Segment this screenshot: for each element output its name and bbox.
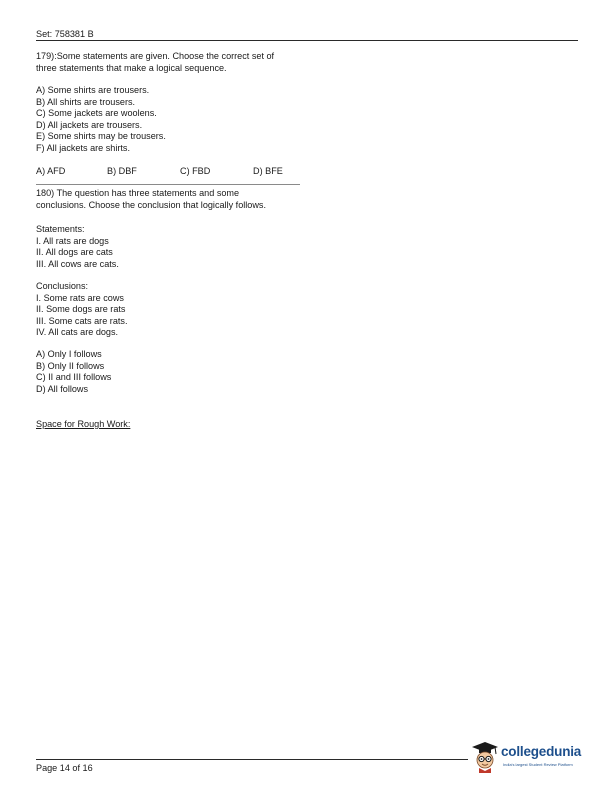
q179-statement: E) Some shirts may be trousers.	[36, 131, 166, 142]
mascot-icon	[470, 740, 500, 774]
q180-option: B) Only II follows	[36, 360, 105, 371]
page-number: Page 14 of 16	[36, 763, 93, 773]
q179-option: A) AFD	[36, 166, 66, 176]
q179-statement: B) All shirts are trousers.	[36, 96, 136, 107]
q179-option: C) FBD	[180, 166, 211, 176]
logo-text: collegedunia	[501, 744, 582, 759]
q179-options	[0, 166, 612, 178]
q180-conclusions-heading: Conclusions:	[36, 281, 89, 291]
q180-option: D) All follows	[36, 383, 89, 394]
q180-conclusions	[36, 281, 127, 339]
q179-prompt-line1: 179):Some statements are given. Choose the correct set of	[36, 51, 275, 61]
q180-option: A) Only I follows	[36, 349, 102, 359]
q179-statement: A) Some shirts are trousers.	[36, 85, 150, 95]
q180-prompt-line1: 180) The question has three statements and some	[36, 188, 240, 198]
set-label: Set: 758381 B	[36, 29, 94, 39]
q180-statement: I. All rats are dogs	[36, 235, 109, 246]
q180-conclusion: II. Some dogs are rats	[36, 304, 126, 315]
q180-statement: II. All dogs are cats	[36, 247, 113, 258]
q179-option: B) DBF	[107, 166, 137, 176]
q180-option: C) II and III follows	[36, 372, 112, 383]
q179-statement: C) Some jackets are woolens.	[36, 108, 157, 119]
q179-option: D) BFE	[253, 166, 283, 176]
rough-work-label: Space for Rough Work:	[36, 419, 131, 429]
q180-statement: III. All cows are cats.	[36, 258, 119, 269]
q179-statement: F) All jackets are shirts.	[36, 142, 130, 153]
q179-prompt-line2: three statements that make a logical sequence.	[36, 62, 227, 73]
q179-statement: D) All jackets are trousers.	[36, 119, 143, 130]
header-rule	[36, 40, 578, 41]
q180-conclusion: III. Some cats are rats.	[36, 315, 128, 326]
q180-statements-heading: Statements:	[36, 224, 85, 234]
q179-statements	[36, 85, 166, 155]
q180-conclusion: I. Some rats are cows	[36, 292, 124, 303]
q180-conclusion: IV. All cats are dogs.	[36, 327, 119, 338]
footer-rule	[36, 759, 468, 760]
q180-prompt-line2: conclusions. Choose the conclusion that logically follows.	[36, 199, 266, 210]
q180-statements	[36, 224, 119, 270]
collegedunia-logo	[470, 740, 600, 780]
question-separator	[36, 184, 300, 185]
logo-tagline: India's largest Student Review Platform	[503, 762, 573, 767]
q180-options	[36, 349, 111, 395]
